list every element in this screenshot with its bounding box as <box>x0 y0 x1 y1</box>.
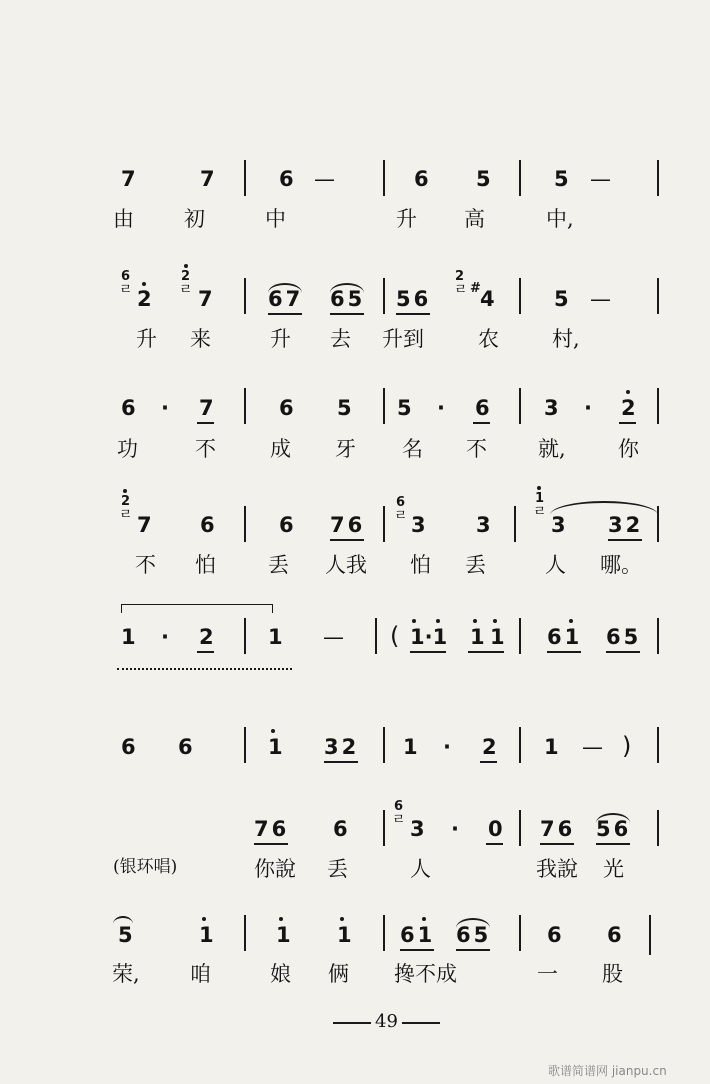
grace-mark: ㄹ <box>394 508 408 524</box>
lyric: 丢 <box>465 553 486 577</box>
underline <box>197 422 214 424</box>
lyric: 就, <box>538 437 566 461</box>
lyric: 升到 <box>382 327 424 351</box>
note: 3 <box>411 513 426 537</box>
lyric: 农 <box>478 327 499 351</box>
note-pair: 65 <box>456 923 492 947</box>
lyric: 成 <box>270 437 291 461</box>
octave-dot <box>184 264 188 268</box>
octave-dot <box>493 619 497 623</box>
underline <box>473 422 490 424</box>
dot-note: · <box>161 396 169 420</box>
note: 6 <box>475 396 490 420</box>
bar-line <box>383 278 385 314</box>
note: 1 <box>276 923 291 947</box>
note-pair: 56 <box>596 817 632 841</box>
lyric: 丢 <box>327 857 348 881</box>
paren-open: ( <box>390 622 400 650</box>
lyric: 升 <box>270 327 291 351</box>
underline <box>547 651 581 653</box>
bar-line <box>383 388 385 424</box>
note: 6 <box>279 513 294 537</box>
lyric: 荣, <box>112 962 140 986</box>
bar-line <box>244 915 246 951</box>
lyric: 光 <box>603 857 624 881</box>
dotted-extension <box>117 668 292 670</box>
bar-line <box>519 388 521 424</box>
dot-note: · <box>443 735 451 759</box>
lyric: 你 <box>618 437 639 461</box>
note: 5 <box>397 396 412 420</box>
note: 1 <box>121 625 136 649</box>
underline <box>396 313 430 315</box>
dash-note: — <box>590 167 611 191</box>
bar-line <box>519 915 521 951</box>
note-pair: 76 <box>254 817 290 841</box>
octave-dot <box>569 619 573 623</box>
note: 2 <box>621 396 636 420</box>
bar-line <box>657 506 659 542</box>
lyric: 不 <box>195 437 216 461</box>
lyric: 村, <box>552 327 580 351</box>
underline <box>486 843 503 845</box>
paren-close: ) <box>622 732 632 760</box>
lyric: 来 <box>190 327 211 351</box>
note-pair: 32 <box>324 735 360 759</box>
octave-dot <box>202 917 206 921</box>
page-number-rule-right <box>402 1022 440 1024</box>
note-group: 1·1 <box>410 625 448 649</box>
note: 1 <box>470 625 485 649</box>
underline <box>324 761 358 763</box>
lyric: 丢 <box>268 553 289 577</box>
note-pair: 65 <box>330 287 366 311</box>
tie-bracket <box>121 604 273 613</box>
note: 6 <box>547 923 562 947</box>
sharp-sign: # <box>470 281 481 296</box>
bar-line <box>244 727 246 763</box>
bar-line <box>657 388 659 424</box>
note-pair: 32 <box>608 513 644 537</box>
underline <box>596 843 630 845</box>
bar-line <box>244 618 246 654</box>
bar-line <box>519 160 521 196</box>
note-pair: 65 <box>606 625 642 649</box>
note: 3 <box>410 817 425 841</box>
underline <box>268 313 302 315</box>
bar-line <box>514 506 516 542</box>
note: 6 <box>121 735 136 759</box>
dot-note: · <box>451 817 459 841</box>
lyric: 怕 <box>195 553 216 577</box>
note: 6 <box>200 513 215 537</box>
grace-note: 2 <box>455 269 465 284</box>
bar-line <box>657 278 659 314</box>
note: 2 <box>482 735 497 759</box>
lyric: 人我 <box>325 553 367 577</box>
dash-note: — <box>314 167 335 191</box>
lyric: 哪。 <box>600 553 642 577</box>
note: 1 <box>490 625 505 649</box>
lyric: 去 <box>330 327 351 351</box>
lyric: 牙 <box>335 437 356 461</box>
dash-note: — <box>582 735 603 759</box>
note: 6 <box>279 396 294 420</box>
lyric: 俩 <box>328 962 349 986</box>
grace-note: 6 <box>394 799 404 814</box>
octave-dot <box>412 619 416 623</box>
note: 2 <box>137 287 152 311</box>
octave-dot <box>142 282 146 286</box>
dot-note: · <box>584 396 592 420</box>
bar-line <box>383 727 385 763</box>
note-pair: 61 <box>400 923 436 947</box>
octave-dot <box>626 390 630 394</box>
dot-note: · <box>437 396 445 420</box>
note-pair: 76 <box>330 513 366 537</box>
bar-line <box>657 810 659 846</box>
octave-dot <box>537 486 541 490</box>
lyric: 中 <box>265 207 286 231</box>
underline <box>400 949 434 951</box>
bar-line <box>244 506 246 542</box>
note: 6 <box>178 735 193 759</box>
note: 1 <box>199 923 214 947</box>
grace-mark: ㄹ <box>179 282 193 298</box>
page-number: 49 <box>375 1011 398 1032</box>
lyric: 股 <box>602 962 623 986</box>
dash-note: — <box>590 287 611 311</box>
lyric: 怕 <box>410 553 431 577</box>
bar-line <box>383 915 385 951</box>
octave-dot <box>340 917 344 921</box>
note: 1 <box>268 735 283 759</box>
dash-note: — <box>323 625 344 649</box>
note: 6 <box>607 923 622 947</box>
underline <box>468 651 504 653</box>
bar-line <box>383 810 385 846</box>
underline <box>619 422 636 424</box>
note-pair: 61 <box>547 625 583 649</box>
note-pair: 76 <box>540 817 576 841</box>
note: 5 <box>476 167 491 191</box>
grace-note: 2 <box>121 494 131 509</box>
lyric: 功 <box>117 437 138 461</box>
dot-note: · <box>161 625 169 649</box>
lyric: 高 <box>464 207 485 231</box>
bar-line <box>519 278 521 314</box>
note: 6 <box>279 167 294 191</box>
bar-line <box>649 915 651 955</box>
octave-dot <box>123 489 127 493</box>
underline <box>540 843 574 845</box>
octave-dot <box>271 729 275 733</box>
note: 7 <box>200 167 215 191</box>
note: 7 <box>137 513 152 537</box>
lyric: 中, <box>546 207 574 231</box>
grace-mark: ㄹ <box>119 282 133 298</box>
underline <box>606 651 640 653</box>
grace-mark: ㄹ <box>454 282 468 298</box>
watermark: 歌谱简谱网 jianpu.cn <box>548 1064 667 1078</box>
lyric: 人 <box>410 857 431 881</box>
underline <box>197 651 214 653</box>
note: 5 <box>554 287 569 311</box>
underline <box>410 651 446 653</box>
octave-dot <box>422 917 426 921</box>
bar-line <box>244 278 246 314</box>
note: 7 <box>121 167 136 191</box>
bar-line <box>519 810 521 846</box>
note: 4 <box>480 287 495 311</box>
grace-mark: ㄹ <box>392 812 406 828</box>
lyric: 你說 <box>254 857 296 881</box>
underline <box>456 949 490 951</box>
note: 3 <box>544 396 559 420</box>
note: 6 <box>414 167 429 191</box>
octave-dot <box>279 917 283 921</box>
underline <box>608 539 642 541</box>
note: 5 <box>118 923 133 947</box>
underline <box>330 313 364 315</box>
note-pair: 56 <box>396 287 432 311</box>
bar-line <box>383 160 385 196</box>
note: 2 <box>199 625 214 649</box>
page-number-rule-left <box>333 1022 371 1024</box>
note: 5 <box>337 396 352 420</box>
lyric: 不 <box>135 553 156 577</box>
octave-dot <box>473 619 477 623</box>
lyric: 名 <box>402 437 423 461</box>
grace-note: 6 <box>121 269 131 284</box>
note: 1 <box>268 625 283 649</box>
note: 3 <box>551 513 566 537</box>
note: 6 <box>121 396 136 420</box>
note: 6 <box>333 817 348 841</box>
lyric: 升 <box>136 327 157 351</box>
underline <box>330 539 364 541</box>
grace-mark: ㄹ <box>119 507 133 523</box>
bar-line <box>519 727 521 763</box>
note: 7 <box>198 287 213 311</box>
bar-line <box>657 727 659 763</box>
lyric: 我說 <box>536 857 578 881</box>
lyric: 由 <box>113 207 134 231</box>
note: 3 <box>476 513 491 537</box>
lyric: 搀不成 <box>394 962 457 986</box>
lyric: 咱 <box>190 962 211 986</box>
underline <box>480 761 497 763</box>
bar-line <box>519 618 521 654</box>
lyric: 升 <box>396 207 417 231</box>
note: 1 <box>403 735 418 759</box>
bar-line <box>383 506 385 542</box>
bar-line <box>244 160 246 196</box>
grace-note: 1 <box>535 491 545 506</box>
note: 1 <box>337 923 352 947</box>
note: 7 <box>199 396 214 420</box>
note-pair: 67 <box>268 287 304 311</box>
lyric: 一 <box>537 962 558 986</box>
bar-line <box>244 388 246 424</box>
note: 1 <box>544 735 559 759</box>
note: 5 <box>554 167 569 191</box>
grace-mark: ㄹ <box>533 504 547 520</box>
octave-dot <box>436 619 440 623</box>
lyric: 不 <box>466 437 487 461</box>
bar-line <box>375 618 377 654</box>
grace-note: 2 <box>181 269 191 284</box>
grace-note: 6 <box>396 495 406 510</box>
lyric: 人 <box>545 553 566 577</box>
lyric: 初 <box>184 207 205 231</box>
singer-label: (银环唱) <box>113 857 178 877</box>
lyric: 娘 <box>270 962 291 986</box>
note: 0 <box>488 817 503 841</box>
underline <box>254 843 288 845</box>
bar-line <box>657 618 659 654</box>
bar-line <box>657 160 659 196</box>
